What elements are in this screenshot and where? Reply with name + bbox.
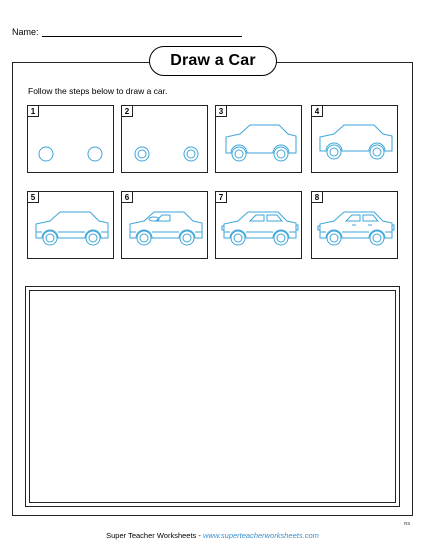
step-number: 2 (122, 106, 133, 117)
name-row (12, 27, 242, 37)
step-2-drawing (122, 106, 209, 174)
step-7-drawing (216, 192, 303, 260)
drawing-area-inner-border (29, 290, 396, 503)
step-6-drawing (122, 192, 209, 260)
instructions-text: Follow the steps below to draw a car. (28, 86, 168, 96)
step-number: 6 (122, 192, 133, 203)
step-1-drawing (28, 106, 115, 174)
name-label: Name: (12, 27, 39, 37)
step-panel-6 (121, 191, 208, 259)
step-number: 8 (312, 192, 323, 203)
step-number: 3 (216, 106, 227, 117)
step-number: 5 (28, 192, 39, 203)
step-number: 4 (312, 106, 323, 117)
drawing-area[interactable] (25, 286, 400, 507)
step-4-drawing (312, 106, 399, 174)
step-panel-1 (27, 105, 114, 173)
step-8-drawing (312, 192, 399, 260)
step-number: 1 (28, 106, 39, 117)
corner-mark: RS (404, 521, 411, 526)
footer-url-link[interactable]: www.superteacherworksheets.com (202, 531, 319, 540)
worksheet-title: Draw a Car (149, 46, 277, 76)
step-panel-7 (215, 191, 302, 259)
step-panel-5 (27, 191, 114, 259)
name-field-line[interactable] (42, 28, 242, 37)
step-panel-2 (121, 105, 208, 173)
step-5-drawing (28, 192, 115, 260)
footer-brand: Super Teacher Worksheets - (106, 531, 203, 540)
footer (0, 531, 425, 540)
step-panel-4 (311, 105, 398, 173)
step-3-drawing (216, 106, 303, 174)
step-panel-8 (311, 191, 398, 259)
step-panel-3 (215, 105, 302, 173)
step-number: 7 (216, 192, 227, 203)
